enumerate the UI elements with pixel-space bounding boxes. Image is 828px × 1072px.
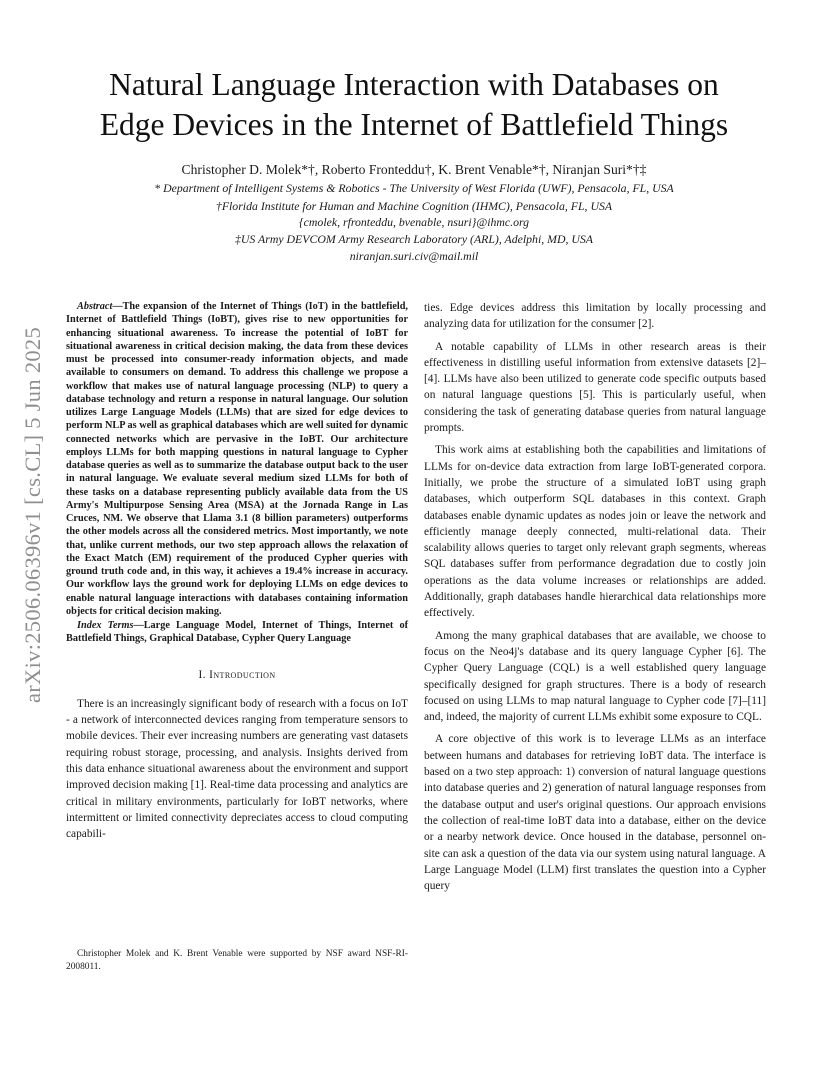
right-paragraph-core-objective: A core objective of this work is to leverage LLMs as an interface between humans and databases for retrieving IoBT data. The interface is based on a two step approach: 1) conversion of natural language questions into database queries and 2) generation of natural language responses from the database output and user's original questions. Our approach envisions the collection of real-time IoBT data into a database, either on the device or a nearby network device. Once housed in the database, personnel on-site can ask a question of the data via our system using natural language. A Large Language Model (LLM) first translates the question into a Cypher query [424,733,766,893]
arxiv-identifier: arXiv:2506.06396v1 [cs.CL] 5 Jun 2025 [20,326,45,704]
funding-footnote: Christopher Molek and K. Brent Venable were supported by NSF award NSF-RI-2008011. [66,949,408,972]
index-terms [66,619,408,646]
affiliation-emails: {cmolek, rfronteddu, bvenable, nsuri}@ihmc.org [298,215,530,229]
paper-title [60,65,768,145]
index-terms-label: Index Terms [77,620,134,631]
affiliation-uwf: * Department of Intelligent Systems & Robotics - The University of West Florida (UWF), Pensacola, FL, USA [154,181,674,195]
affiliation-arl-email: niranjan.suri.civ@mail.mil [349,249,479,263]
title-line-1: Natural Language Interaction with Databases on [109,67,719,102]
index-terms-text: —Large Language Model, Internet of Things, Internet of Battlefield Things, Graphical Database, Cypher Query Language [66,620,408,645]
affiliation-arl: ‡US Army DEVCOM Army Research Laboratory (ARL), Adelphi, MD, USA [234,232,593,246]
section-heading-introduction [66,667,408,683]
section-title: Introduction [209,668,276,681]
right-column [424,300,766,894]
section-number: I. [198,668,206,681]
abstract [66,300,408,618]
abstract-label: Abstract [77,301,113,312]
abstract-text: —The expansion of the Internet of Things (IoT) in the battlefield, Internet of Battlefield Things (IoBT), gives rise to new opportunities for enhancing situational awareness. To increase the potential of IoBT for situational awareness in critical decision making, the data from these devices must be processed into consumer-ready information objects, and made available to consumers on demand. To address this challenge we propose a workflow that makes use of natural language processing (NLP) to query a database technology and return a response in natural language. Our solution utilizes Large Language Models (LLMs) that are sized for edge devices to perform NLP as well as graphical databases which are well suited for dynamic connected networks which are pervasive in the IoBT. Our architecture employs LLMs for both mapping questions in natural language to Cypher database queries as well as to summarize the database output back to the user in natural language. We evaluate several medium sized LLMs for both of these tasks on a database representing publicly available data from the US Army's Multipurpose Sensing Area (MSA) at the Jornada Range in Las Cruces, NM. We observe that Llama 3.1 (8 billion parameters) outperforms the other models across all the considered metrics. Most importantly, we note that, unlike current methods, our two step approach allows the relaxation of the Exact Match (EM) requirement of the produced Cypher queries with ground truth code and, in this way, it achieves a 19.4% increase in accuracy. Our workflow lays the ground work for deploying LLMs on edge devices to enable natural language interactions with databases containing information objects for critical decision making. [66,301,408,617]
right-paragraph-llm-capability: A notable capability of LLMs in other research areas is their effectiveness in distilling useful information from extensive datasets [2]–[4]. LLMs have also been utilized to generate code specific outputs based on natural language questions [5]. This is particularly useful, when considering the task of generating database queries from natural language prompts. [424,340,766,435]
right-paragraph-continuation: ties. Edge devices address this limitation by locally processing and analyzing data for utilization for the consumer [2]. [424,302,766,331]
right-paragraph-neo4j: Among the many graphical databases that are available, we choose to focus on the Neo4j's database and its query language Cypher [6]. The Cypher Query Language (CQL) is a well established query language specifically designed for graph structures. There is a body of research focused on using LLMs to map natural language to Cypher code [7]–[11] and, indeed, the majority of current LLMs exhibit some exposure to CQL. [424,629,766,724]
right-paragraph-aims: This work aims at establishing both the capabilities and limitations of LLMs for on-device data extraction from large IoBT-generated corpora. Initially, we probe the structure of a simulated IoBT using graph databases, which outperform SQL databases in this context. Graph databases enable dynamic updates as nodes join or leave the network and efficiently manage deeply connected, multi-relational data. Their scalability allows queries to target only relevant graph segments, whereas SQL databases suffer from performance degradation due to costly join operations as the data volume increases or relationships are added. Additionally, graph databases handle hierarchical data relationships more effectively. [424,444,766,620]
affiliation-ihmc: †Florida Institute for Human and Machine Cognition (IHMC), Pensacola, FL, USA [215,199,613,213]
author-list: Christopher D. Molek*†, Roberto Fronteddu†, K. Brent Venable*†, Niranjan Suri*†‡ [181,162,647,177]
arxiv-sidebar-stamp [18,300,48,730]
intro-paragraph-1: There is an increasingly significant body of research with a focus on IoT - a network of interconnected devices ranging from temperature sensors to mobile devices. Their ever increasing numbers are generating vast datasets requiring robust storage, processing, and analysis. Insights derived from this data enhance situational awareness about the environment and support improved decision making [1]. Real-time data processing and analytics are critical in military environments, particularly for IoBT networks, where intermittent or limited connectivity depreciates access to cloud computing capabili- [66,697,408,841]
title-line-2: Edge Devices in the Internet of Battlefield Things [99,107,729,142]
left-column [66,300,408,842]
